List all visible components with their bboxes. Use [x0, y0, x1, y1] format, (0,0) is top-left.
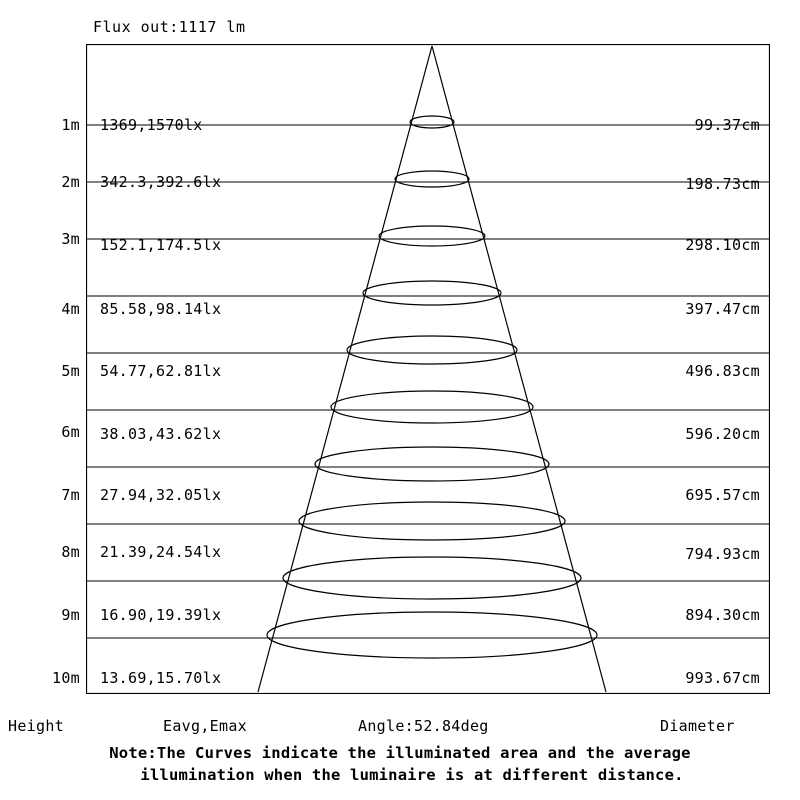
diagram-note	[0, 742, 800, 787]
diameter-label-5m: 496.83cm	[685, 362, 760, 380]
diameter-label-8m: 794.93cm	[685, 545, 760, 563]
height-label-3m: 3m	[61, 230, 80, 248]
beam-cone-edges	[258, 46, 606, 692]
flux-output-label: Flux out:1117 lm	[93, 18, 246, 36]
diameter-label-9m: 894.30cm	[685, 606, 760, 624]
lux-label-6m: 38.03,43.62lx	[100, 425, 222, 443]
lux-label-10m: 13.69,15.70lx	[100, 669, 222, 687]
height-label-6m: 6m	[61, 423, 80, 441]
axis-caption-diameter: Diameter	[660, 717, 735, 735]
diameter-label-3m: 298.10cm	[685, 236, 760, 254]
lux-label-7m: 27.94,32.05lx	[100, 486, 222, 504]
height-label-7m: 7m	[61, 486, 80, 504]
diameter-label-1m: 99.37cm	[694, 116, 760, 134]
lux-label-1m: 1369,1570lx	[100, 116, 203, 134]
diameter-label-10m: 993.67cm	[685, 669, 760, 687]
height-label-1m: 1m	[61, 116, 80, 134]
illuminated-area-ellipses	[267, 116, 597, 658]
height-label-9m: 9m	[61, 606, 80, 624]
height-label-10m: 10m	[52, 669, 80, 687]
diameter-label-6m: 596.20cm	[685, 425, 760, 443]
diagram-note-line-2: illumination when the luminaire is at different distance.	[140, 766, 684, 785]
axis-caption-eavg-emax: Eavg,Emax	[163, 717, 247, 735]
diameter-label-4m: 397.47cm	[685, 300, 760, 318]
axis-caption-angle: Angle:52.84deg	[358, 717, 489, 735]
diameter-label-7m: 695.57cm	[685, 486, 760, 504]
height-label-2m: 2m	[61, 173, 80, 191]
diameter-label-2m: 198.73cm	[685, 175, 760, 193]
lux-label-9m: 16.90,19.39lx	[100, 606, 222, 624]
lux-label-2m: 342.3,392.6lx	[100, 173, 222, 191]
lux-label-4m: 85.58,98.14lx	[100, 300, 222, 318]
lux-label-5m: 54.77,62.81lx	[100, 362, 222, 380]
lux-label-8m: 21.39,24.54lx	[100, 543, 222, 561]
height-label-5m: 5m	[61, 362, 80, 380]
height-label-8m: 8m	[61, 543, 80, 561]
lux-label-3m: 152.1,174.5lx	[100, 236, 222, 254]
axis-caption-height: Height	[8, 717, 64, 735]
height-label-4m: 4m	[61, 300, 80, 318]
diagram-note-line-1: Note:The Curves indicate the illuminated area and the average	[109, 744, 691, 762]
